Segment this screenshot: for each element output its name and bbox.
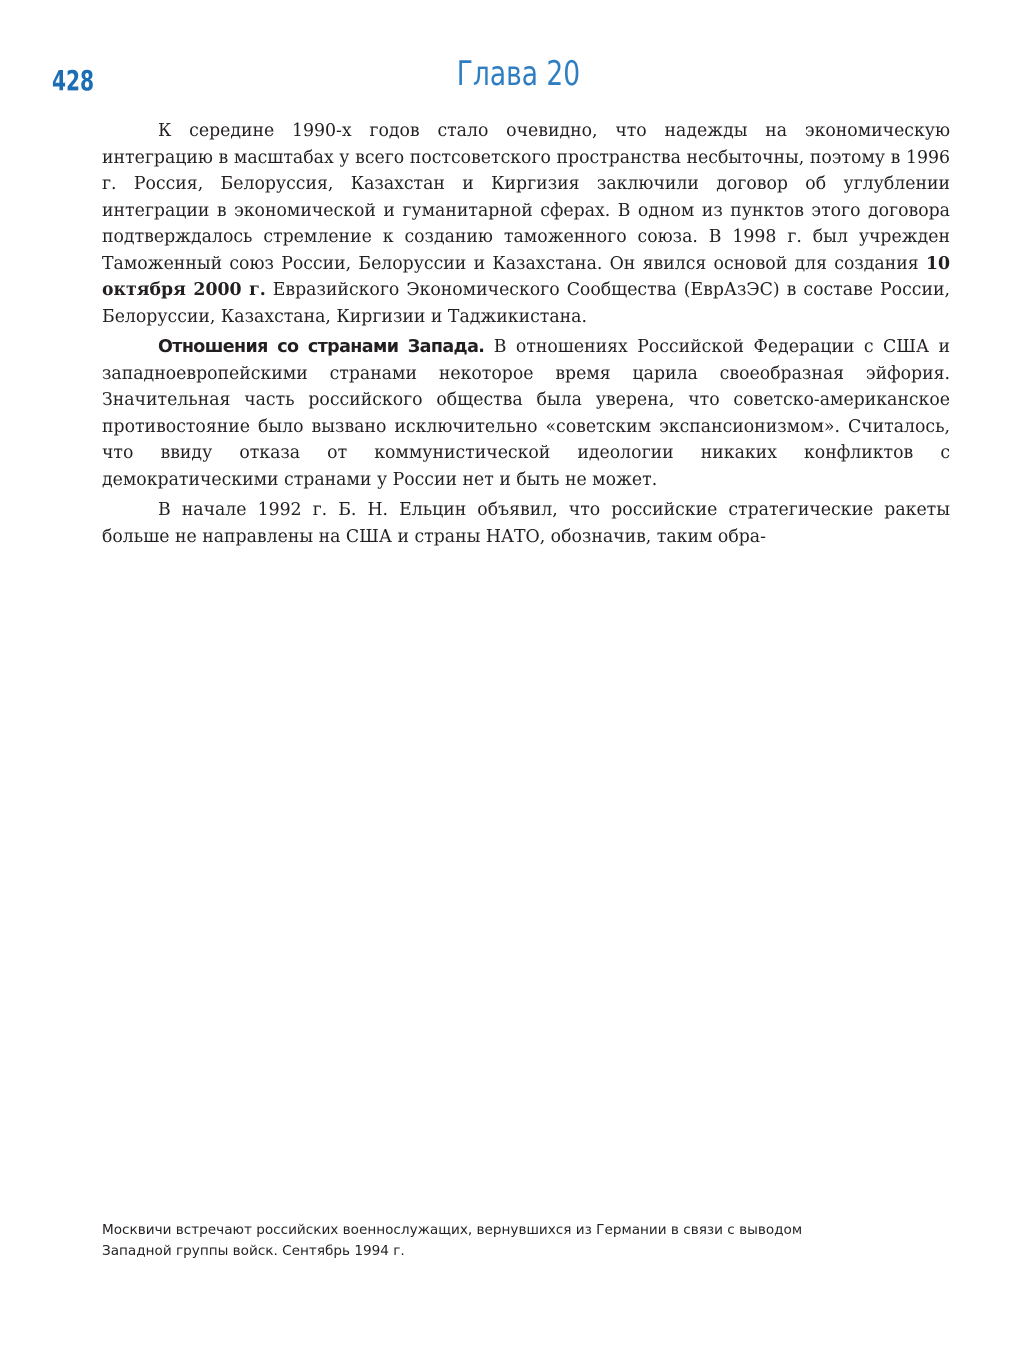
caption-line: Западной группы войск. Сентябрь 1994 г. <box>102 1243 405 1259</box>
emphasized-date: 10 октября 2000 г. <box>102 253 950 300</box>
caption-line: Москвичи встречают российских военнослужащих, вернувшихся из Германии в связи с выводом <box>102 1222 803 1238</box>
body-text <box>102 118 950 550</box>
page-number: 428 <box>52 64 95 97</box>
paragraph-eurasec <box>102 118 950 330</box>
chapter-title: Глава 20 <box>456 54 581 94</box>
paragraph-yeltsin <box>102 497 950 550</box>
paragraph-text: В отношениях Российской Федерации с США и западноевропейскими странами некоторое время царила своеобразная эйфория. Значительная часть российского общества была уверена, что советско-американское противостояние было вызвано исключительно «советским экспансионизмом». Считалось, что ввиду отказа от коммунистической идеологии никаких конфликтов с демократическими странами у России нет и быть не может. <box>102 337 950 490</box>
photo-caption <box>102 1220 922 1262</box>
paragraph-west-relations <box>102 334 950 493</box>
section-heading: Отношения со странами Запада. <box>158 337 485 357</box>
paragraph-text: К середине 1990-х годов стало очевидно, что надежды на экономическую интеграцию в масштабах у всего постсоветского пространства несбыточны, поэтому в 1996 г. Россия, Белоруссия, Казахстан и Киргизия заключили договор об углублении интеграции в экономической и гуманитарной сферах. В одном из пунктов этого договора подтверждалось стремление к созданию таможенного союза. В 1998 г. был учрежден Таможенный союз России, Белоруссии и Казахстана. Он явился основой для создания <box>102 121 950 274</box>
paragraph-text: В начале 1992 г. Б. Н. Ельцин объявил, что российские стратегические ракеты больше не направлены на США и страны НАТО, обозначив, таким обра- <box>102 500 950 547</box>
paragraph-text: Евразийского Экономического Сообщества (ЕврАзЭС) в составе России, Белоруссии, Казахстана, Киргизии и Таджикистана. <box>102 280 950 327</box>
